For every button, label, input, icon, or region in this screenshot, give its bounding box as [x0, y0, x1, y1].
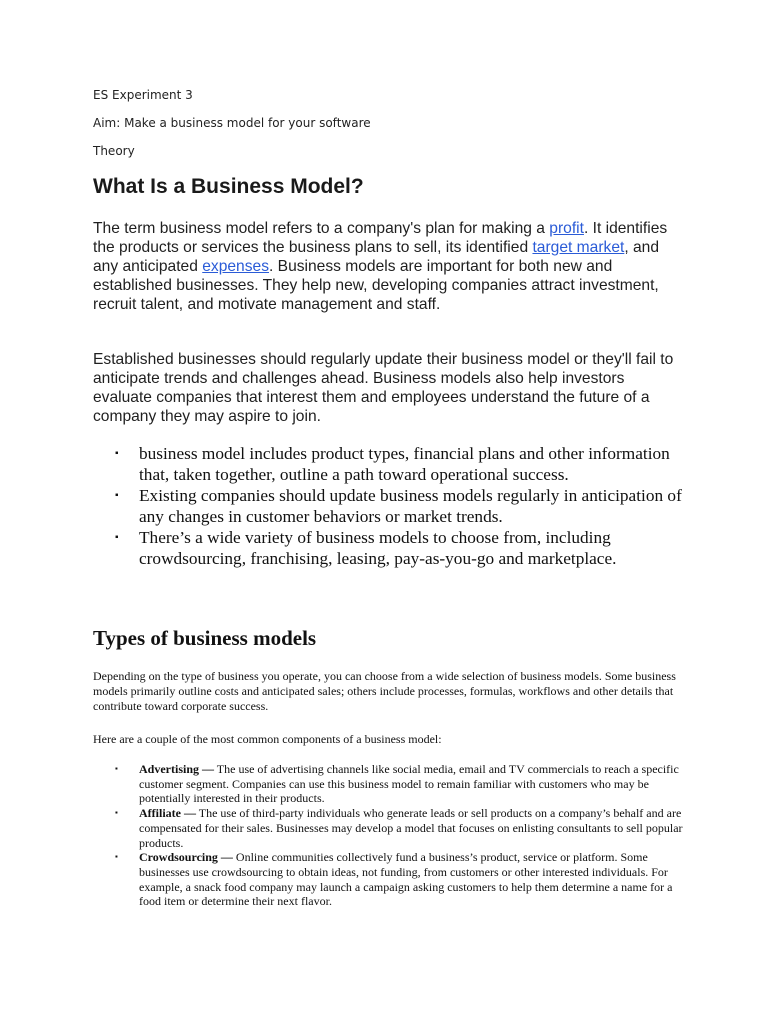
theory-label: Theory: [93, 144, 135, 158]
list-item: [115, 850, 685, 909]
list-item: [115, 485, 690, 527]
components-list: [115, 762, 685, 909]
component-description: The use of advertising channels like social media, email and TV commercials to reach a specific customer segment. Companies can use this business model to remain familiar with customers who may be potentially interested in their products.: [139, 762, 679, 806]
key-points-list: [115, 443, 690, 569]
list-item-text: There’s a wide variety of business models to choose from, including crowdsourcing, franchising, leasing, pay-as-you-go and marketplace.: [139, 528, 617, 568]
list-item: [115, 443, 690, 485]
list-item-text: Existing companies should update business models regularly in anticipation of any changes in customer behaviors or market trends.: [139, 486, 682, 526]
paragraph-established: Established businesses should regularly update their business model or they'll fail to anticipate trends and challenges ahead. Business models also help investors evaluate companies that interest them and employees understand the future of a company they may aspire to join.: [93, 351, 674, 425]
heading-types-of-business-models: Types of business models: [93, 626, 317, 650]
paragraph-text: The term business model refers to a company's plan for making a: [93, 220, 550, 237]
paragraph-text: , and any anticipated: [93, 239, 660, 275]
list-item: [115, 762, 685, 806]
component-description: Online communities collectively fund a business’s product, service or platform. Some businesses use crowdsourcing to obtain ideas, not funding, from customers or other interested individuals. For example, a snack food company may launch a campaign asking customers to help them determine a name for a food item or determine their next flavor.: [139, 850, 673, 909]
paragraph-types-intro: Depending on the type of business you operate, you can choose from a wide selection of business models. Some business models primarily outline costs and anticipated sales; others include processes, formulas, workflows and other details that contribute toward corporate success.: [93, 669, 676, 713]
component-term: Crowdsourcing —: [139, 850, 233, 865]
aim-line: Aim: Make a business model for your software: [93, 116, 371, 130]
paragraph-definition: [93, 219, 678, 314]
paragraph-text: . Business models are important for both new and established businesses. They help new, developing companies attract investment, recruit talent, and motivate management and staff.: [93, 258, 659, 313]
experiment-title: ES Experiment 3: [93, 88, 193, 102]
heading-what-is-business-model: What Is a Business Model?: [93, 175, 364, 198]
paragraph-components-intro: Here are a couple of the most common components of a business model:: [93, 732, 442, 746]
paragraph-text: . It identifies the products or services the business plans to sell, its identified: [93, 220, 668, 256]
target-market-link[interactable]: target market: [532, 239, 625, 256]
square-bullet-icon: ▪: [115, 448, 119, 459]
square-bullet-icon: ▪: [115, 852, 118, 862]
list-item: [115, 527, 690, 569]
square-bullet-icon: ▪: [115, 490, 119, 501]
expenses-link[interactable]: expenses: [202, 258, 269, 275]
profit-link[interactable]: profit: [549, 220, 584, 237]
list-item-text: business model includes product types, financial plans and other information that, taken together, outline a path toward operational success.: [139, 444, 670, 484]
component-description: The use of third-party individuals who generate leads or sell products on a company’s behalf and are compensated for their sales. Businesses may develop a model that focuses on enlisting consultants to sell popular products.: [139, 806, 683, 850]
square-bullet-icon: ▪: [115, 532, 119, 543]
square-bullet-icon: ▪: [115, 808, 118, 818]
component-term: Affiliate —: [139, 806, 196, 821]
square-bullet-icon: ▪: [115, 764, 118, 773]
list-item: [115, 806, 685, 850]
component-term: Advertising —: [139, 762, 214, 776]
